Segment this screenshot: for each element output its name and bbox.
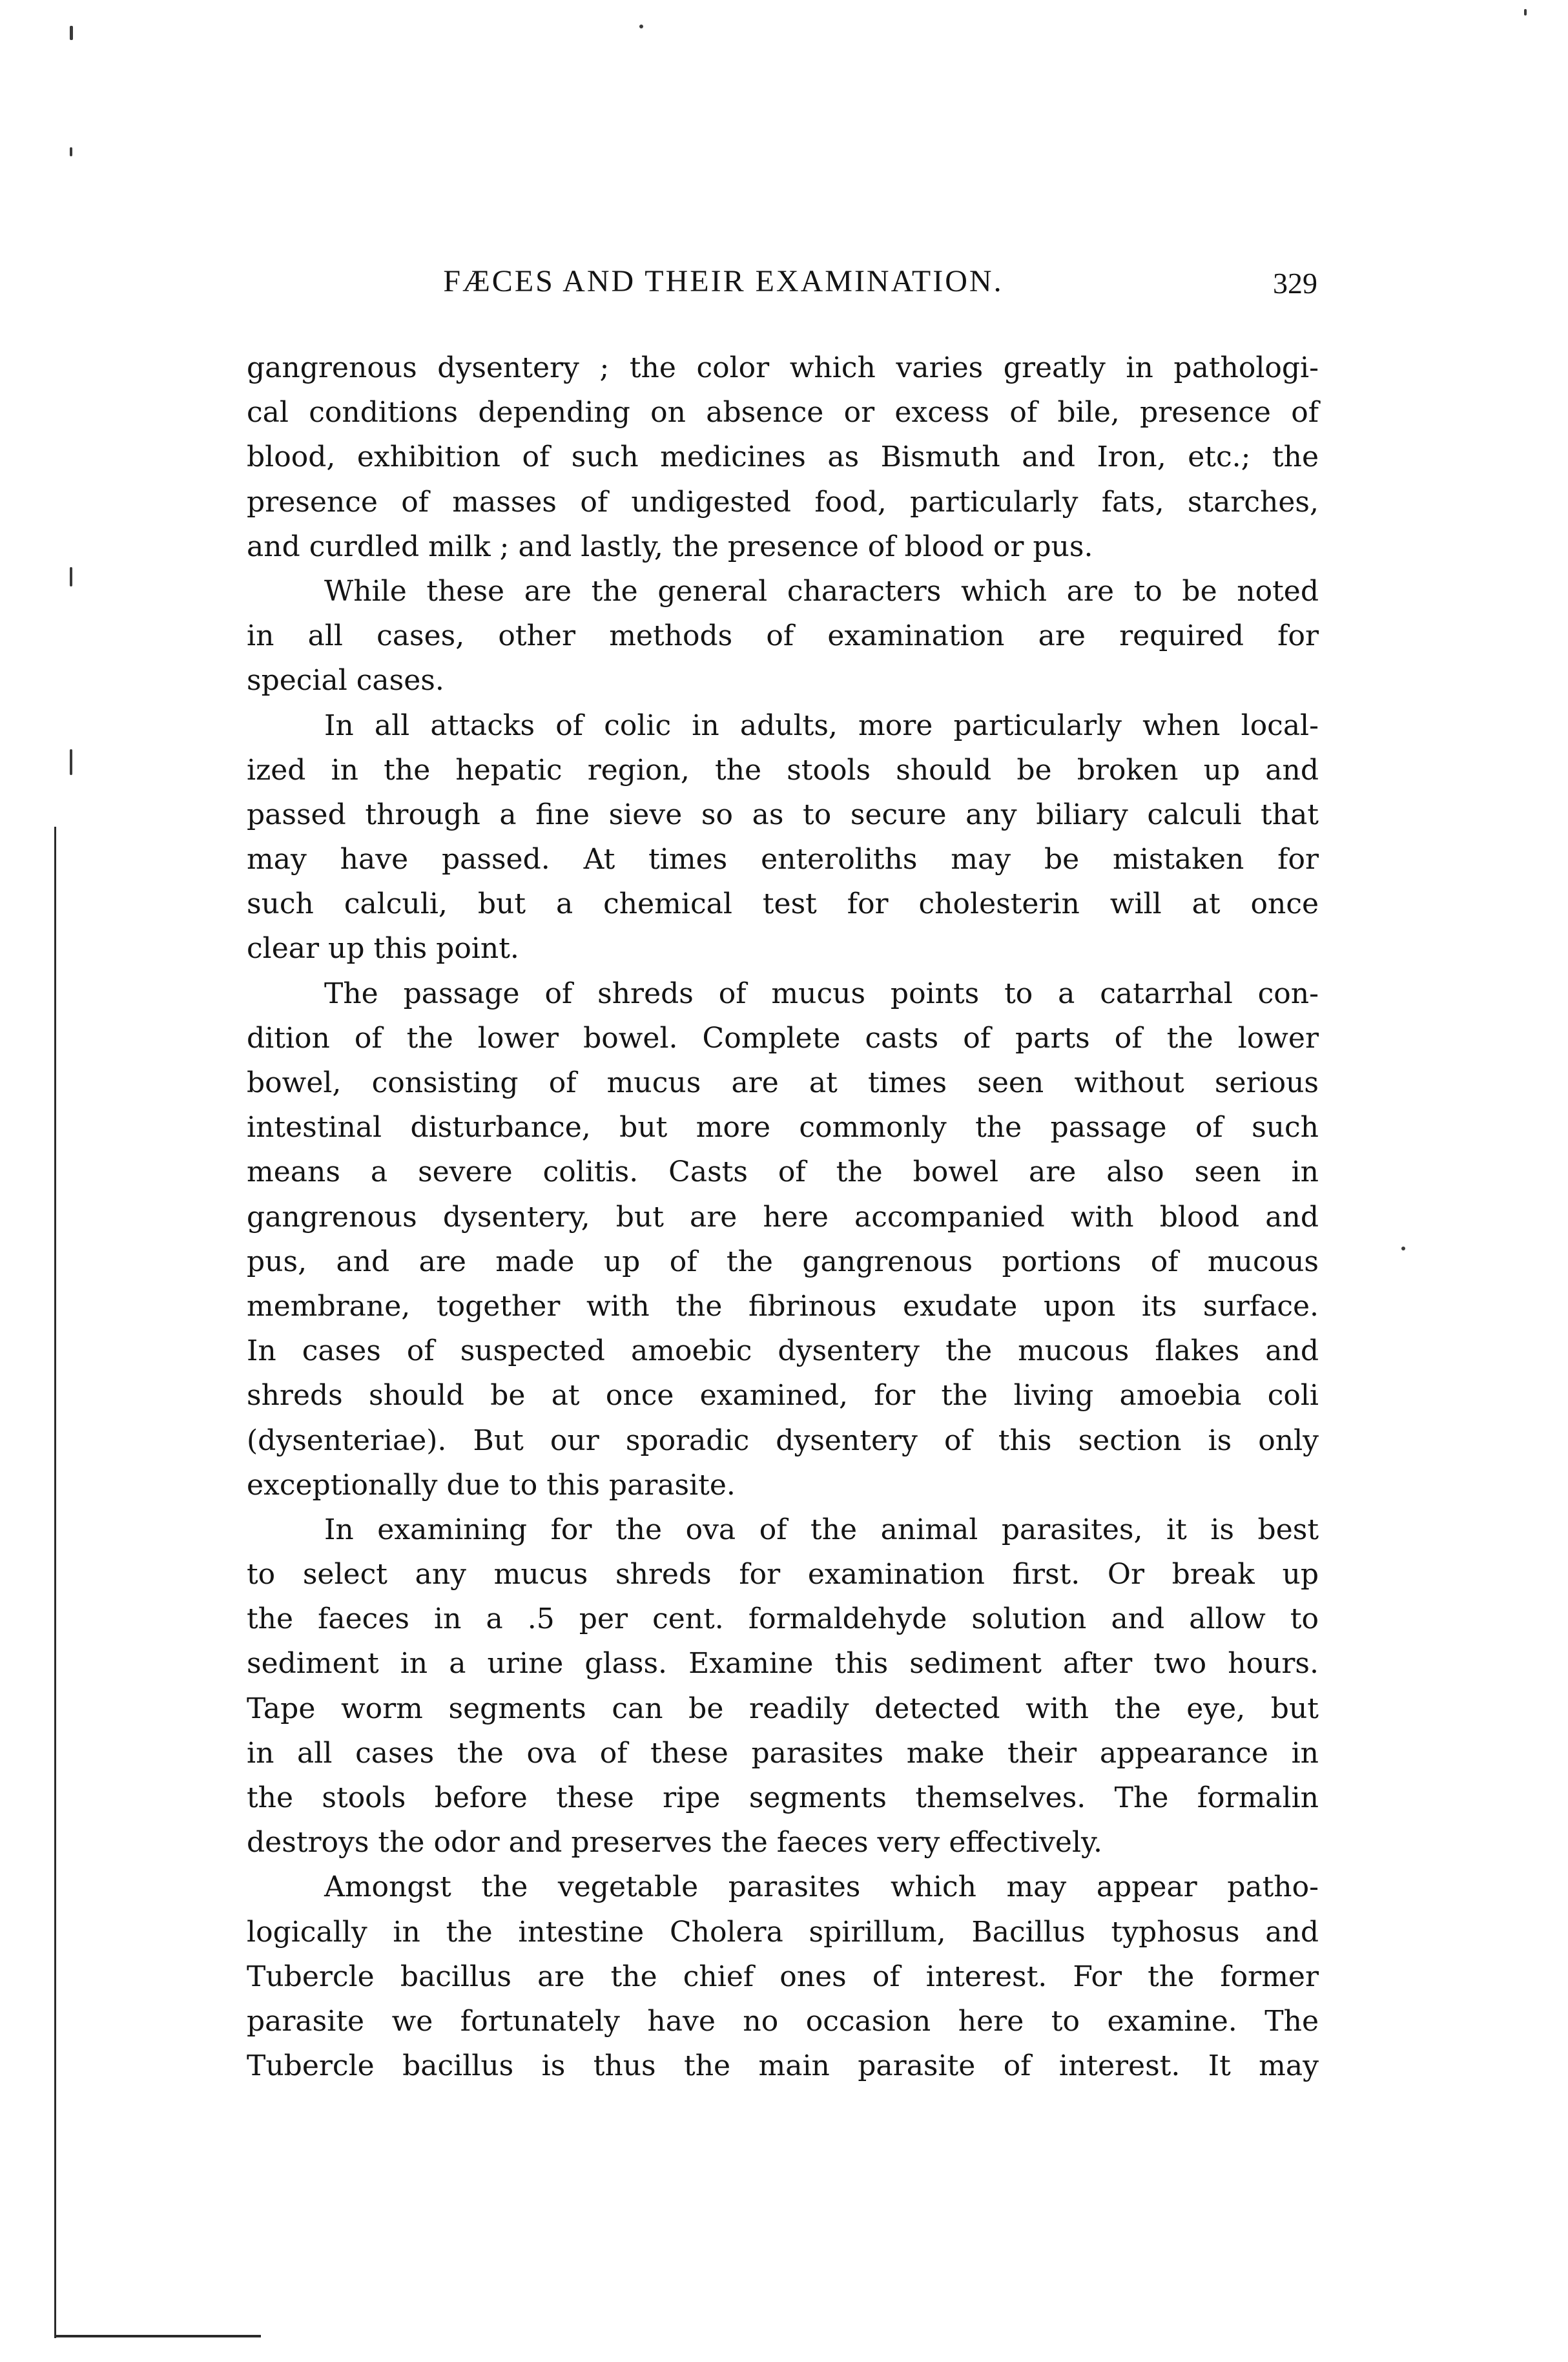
- text-line: such calculi, but a chemical test for cholesterin will at once: [247, 887, 1319, 921]
- text-line: gangrenous dysentery ; the color which varies greatly in pathologi-: [247, 351, 1319, 384]
- text-line: passed through a fine sieve so as to secure any biliary calculi that: [247, 798, 1319, 831]
- text-line: (dysenteriae). But our sporadic dysentery of this section is only: [247, 1424, 1319, 1457]
- text-line: cal conditions depending on absence or excess of bile, presence of: [247, 396, 1319, 430]
- print-speck: [70, 749, 72, 775]
- text-line: While these are the general characters which are to be noted: [324, 574, 1319, 608]
- text-line: Tubercle bacillus is thus the main parasite of interest. It may: [247, 2049, 1319, 2083]
- text-line: pus, and are made up of the gangrenous portions of mucous: [247, 1245, 1319, 1278]
- running-head: FÆCES AND THEIR EXAMINATION.: [443, 264, 1004, 298]
- text-line: ized in the hepatic region, the stools should be broken up and: [247, 753, 1319, 787]
- text-line: Tape worm segments can be readily detected with the eye, but: [247, 1692, 1319, 1725]
- text-line: and curdled milk ; and lastly, the presence of blood or pus.: [247, 530, 1093, 563]
- text-line: blood, exhibition of such medicines as Bismuth and Iron, etc.; the: [247, 440, 1319, 474]
- text-line: clear up this point.: [247, 932, 519, 966]
- text-line: gangrenous dysentery, but are here accompanied with blood and: [247, 1200, 1319, 1234]
- print-speck: [70, 26, 73, 40]
- print-speck: [1524, 9, 1527, 16]
- paragraph-4: [247, 971, 1319, 1507]
- text-line: logically in the intestine Cholera spirillum, Bacillus typhosus and: [247, 1915, 1319, 1949]
- paragraph-6: [247, 1865, 1319, 2088]
- text-line: in all cases, other methods of examination are required for: [247, 619, 1319, 653]
- text-line: presence of masses of undigested food, particularly fats, starches,: [247, 485, 1319, 519]
- text-line: special cases.: [247, 664, 444, 698]
- text-line: shreds should be at once examined, for the living amoebia coli: [247, 1379, 1319, 1413]
- text-line: sediment in a urine glass. Examine this sediment after two hours.: [247, 1647, 1319, 1681]
- page-number: 329: [1273, 267, 1317, 300]
- text-line: parasite we fortunately have no occasion here to examine. The: [247, 2004, 1319, 2038]
- text-line: dition of the lower bowel. Complete casts of parts of the lower: [247, 1021, 1319, 1055]
- print-speck: [639, 25, 643, 28]
- text-line: Tubercle bacillus are the chief ones of interest. For the former: [247, 1960, 1319, 1993]
- text-line: means a severe colitis. Casts of the bowel are also seen in: [247, 1155, 1319, 1189]
- text-line: The passage of shreds of mucus points to a catarrhal con-: [324, 977, 1319, 1010]
- paragraph-1: [247, 346, 1319, 569]
- text-line: Amongst the vegetable parasites which may appear patho-: [324, 1870, 1319, 1904]
- print-speck: [70, 147, 72, 156]
- text-line: to select any mucus shreds for examination first. Or break up: [247, 1558, 1319, 1591]
- text-line: destroys the odor and preserves the faeces very effectively.: [247, 1826, 1103, 1860]
- paragraph-3: [247, 703, 1319, 971]
- text-line: membrane, together with the fibrinous exudate upon its surface.: [247, 1289, 1319, 1323]
- text-line: bowel, consisting of mucus are at times seen without serious: [247, 1066, 1319, 1099]
- body-text: [247, 346, 1319, 2088]
- text-line: In cases of suspected amoebic dysentery the mucous flakes and: [247, 1334, 1319, 1368]
- text-line: the faeces in a .5 per cent. formaldehyde solution and allow to: [247, 1602, 1319, 1636]
- page-header: [245, 264, 1317, 315]
- text-line: exceptionally due to this parasite.: [247, 1468, 736, 1502]
- text-line: the stools before these ripe segments themselves. The formalin: [247, 1781, 1319, 1814]
- binding-edge: [54, 827, 56, 2338]
- text-line: In examining for the ova of the animal parasites, it is best: [324, 1513, 1319, 1546]
- print-speck: [70, 567, 72, 586]
- text-line: In all attacks of colic in adults, more particularly when local-: [324, 709, 1319, 742]
- binding-edge-bottom: [54, 2335, 261, 2337]
- text-line: in all cases the ova of these parasites make their appearance in: [247, 1736, 1319, 1770]
- print-speck: [1401, 1247, 1405, 1250]
- text-line: may have passed. At times enteroliths may be mistaken for: [247, 843, 1319, 876]
- paragraph-2: [247, 569, 1319, 703]
- text-line: intestinal disturbance, but more commonly the passage of such: [247, 1111, 1319, 1145]
- paragraph-5: [247, 1507, 1319, 1865]
